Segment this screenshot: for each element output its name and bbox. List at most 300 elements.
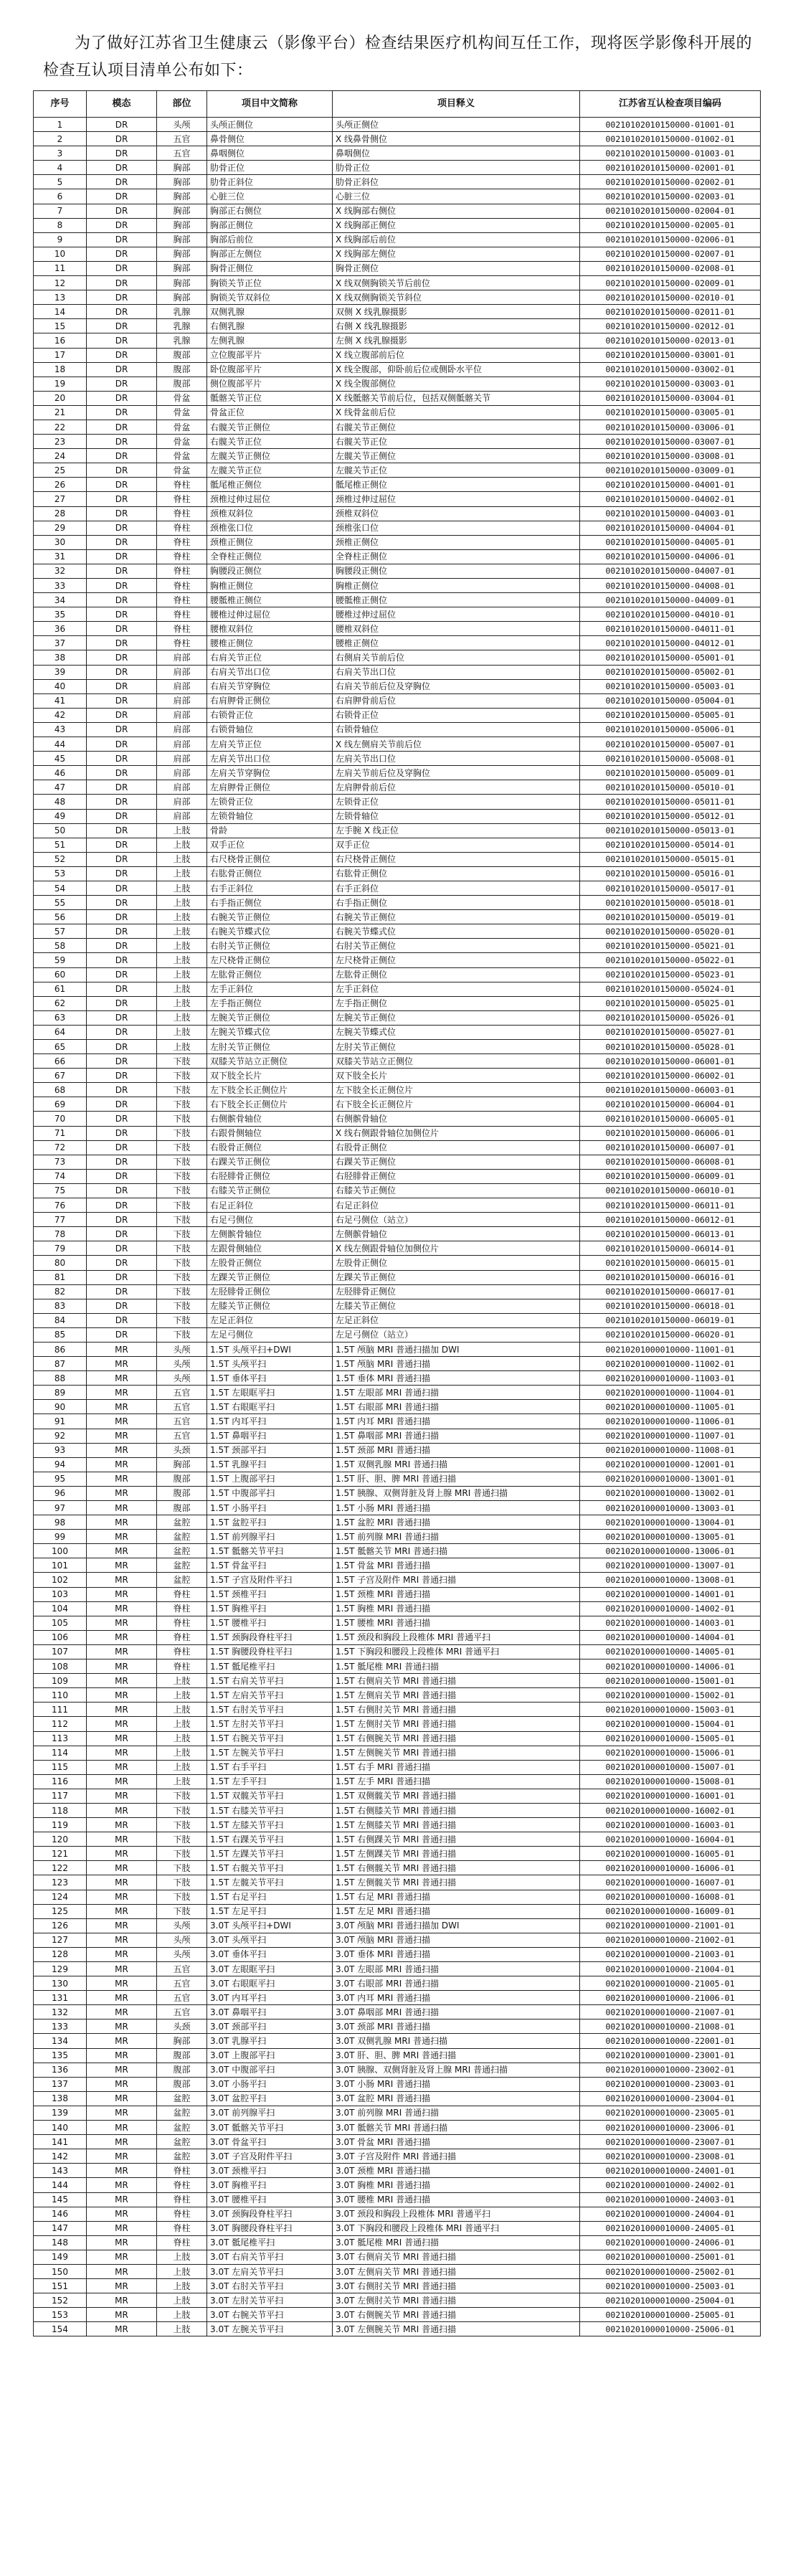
cell-modality: MR (87, 2279, 157, 2293)
cell-short-name: 骶髂关节正位 (207, 391, 333, 405)
cell-code: 00210201000010000-24001-01 (580, 2164, 761, 2178)
cell-short-name: 1.5T 头颅平扫+DWI (207, 1342, 333, 1356)
cell-code: 00210201000010000-16003-01 (580, 1818, 761, 1832)
cell-definition: X 线胸部右侧位 (333, 204, 580, 218)
cell-short-name: 右腕关节蝶式位 (207, 924, 333, 939)
table-row (34, 924, 761, 939)
cell-no: 119 (34, 1818, 87, 1832)
cell-body-part: 肩部 (157, 679, 207, 693)
cell-code: 00210102010150000-06012-01 (580, 1213, 761, 1227)
cell-body-part: 下肢 (157, 1270, 207, 1284)
cell-modality: MR (87, 2135, 157, 2149)
cell-modality: MR (87, 2005, 157, 2019)
cell-no: 17 (34, 348, 87, 362)
cell-short-name: 3.0T 内耳平扫 (207, 1991, 333, 2005)
cell-no: 82 (34, 1284, 87, 1299)
cell-short-name: 双下肢全长片 (207, 1069, 333, 1083)
cell-definition: 骶尾椎正侧位 (333, 478, 580, 492)
cell-body-part: 盆腔 (157, 1544, 207, 1558)
cell-modality: MR (87, 1674, 157, 1688)
table-row (34, 1327, 761, 1342)
cell-definition: 3.0T 右眼部 MRI 普通扫描 (333, 1976, 580, 1991)
cell-code: 00210102010150000-06004-01 (580, 1097, 761, 1112)
cell-modality: MR (87, 1731, 157, 1746)
table-row (34, 1976, 761, 1991)
table-row (34, 1933, 761, 1947)
cell-modality: DR (87, 189, 157, 204)
cell-body-part: 骨盆 (157, 420, 207, 434)
cell-code: 00210102010150000-05015-01 (580, 852, 761, 866)
cell-no: 148 (34, 2235, 87, 2250)
cell-no: 73 (34, 1155, 87, 1169)
cell-modality: MR (87, 1515, 157, 1530)
cell-short-name: 3.0T 胸椎平扫 (207, 2178, 333, 2192)
cell-body-part: 上肢 (157, 866, 207, 881)
cell-code: 00210102010150000-01001-01 (580, 118, 761, 132)
cell-modality: MR (87, 1803, 157, 1817)
cell-no: 101 (34, 1558, 87, 1573)
cell-body-part: 下肢 (157, 1097, 207, 1112)
cell-definition: 颈椎过伸过屈位 (333, 492, 580, 506)
cell-definition: 1.5T 右侧腕关节 MRI 普通扫描 (333, 1731, 580, 1746)
cell-body-part: 盆腔 (157, 1558, 207, 1573)
cell-body-part: 五官 (157, 132, 207, 146)
cell-definition: 右腕关节蝶式位 (333, 924, 580, 939)
cell-definition: 3.0T 子宫及附件 MRI 普通扫描 (333, 2149, 580, 2164)
cell-definition: 右足正斜位 (333, 1198, 580, 1213)
cell-body-part: 脊柱 (157, 1644, 207, 1659)
cell-definition: 1.5T 骶尾椎 MRI 普通扫描 (333, 1659, 580, 1674)
table-row (34, 881, 761, 895)
cell-code: 00210102010150000-03007-01 (580, 435, 761, 449)
cell-definition: 1.5T 鼻咽部 MRI 普通扫描 (333, 1429, 580, 1443)
cell-short-name: 左侧髌骨轴位 (207, 1227, 333, 1241)
cell-no: 63 (34, 1010, 87, 1025)
cell-modality: DR (87, 362, 157, 377)
cell-modality: DR (87, 204, 157, 218)
cell-short-name: 右踝关节正侧位 (207, 1155, 333, 1169)
cell-short-name: 左锁骨轴位 (207, 809, 333, 823)
cell-code: 00210102010150000-02004-01 (580, 204, 761, 218)
cell-code: 00210102010150000-05007-01 (580, 737, 761, 752)
table-body (34, 118, 761, 2336)
cell-no: 32 (34, 564, 87, 578)
cell-body-part: 脊柱 (157, 1587, 207, 1601)
cell-body-part: 上肢 (157, 2279, 207, 2293)
cell-short-name: 1.5T 左膝关节平扫 (207, 1818, 333, 1832)
cell-code: 00210201000010000-16006-01 (580, 1861, 761, 1875)
cell-no: 152 (34, 2293, 87, 2308)
cell-short-name: 左腕关节正侧位 (207, 1010, 333, 1025)
cell-short-name: 双手正位 (207, 838, 333, 852)
cell-body-part: 胸部 (157, 189, 207, 204)
cell-body-part: 胸部 (157, 204, 207, 218)
cell-code: 00210201000010000-14005-01 (580, 1644, 761, 1659)
cell-no: 24 (34, 449, 87, 463)
cell-definition: X 线胸部正侧位 (333, 218, 580, 232)
cell-body-part: 上肢 (157, 1688, 207, 1703)
table-row (34, 693, 761, 708)
cell-no: 23 (34, 435, 87, 449)
cell-body-part: 肩部 (157, 650, 207, 665)
cell-short-name: 右膝关节正侧位 (207, 1183, 333, 1198)
table-row (34, 1155, 761, 1169)
cell-code: 00210201000010000-23004-01 (580, 2091, 761, 2106)
cell-modality: DR (87, 1112, 157, 1126)
table-row (34, 866, 761, 881)
table-row (34, 1947, 761, 1961)
table-row (34, 377, 761, 391)
cell-definition: 1.5T 子宫及附件 MRI 普通扫描 (333, 1573, 580, 1587)
cell-body-part: 脊柱 (157, 622, 207, 636)
cell-modality: DR (87, 967, 157, 982)
cell-code: 00210102010150000-05025-01 (580, 996, 761, 1010)
table-row (34, 1198, 761, 1213)
cell-modality: DR (87, 449, 157, 463)
cell-no: 71 (34, 1126, 87, 1140)
cell-no: 123 (34, 1875, 87, 1890)
cell-body-part: 下肢 (157, 1112, 207, 1126)
cell-short-name: 3.0T 骨盆平扫 (207, 2135, 333, 2149)
cell-modality: MR (87, 1616, 157, 1630)
cell-modality: DR (87, 838, 157, 852)
cell-body-part: 乳腺 (157, 305, 207, 319)
cell-code: 00210201000010000-16001-01 (580, 1789, 761, 1803)
cell-body-part: 腹部 (157, 1472, 207, 1486)
cell-code: 00210102010150000-02001-01 (580, 161, 761, 175)
cell-no: 126 (34, 1918, 87, 1933)
cell-body-part: 头颅 (157, 118, 207, 132)
cell-no: 131 (34, 1991, 87, 2005)
cell-code: 00210102010150000-05014-01 (580, 838, 761, 852)
cell-definition: 1.5T 右侧肩关节 MRI 普通扫描 (333, 1674, 580, 1688)
cell-modality: MR (87, 1861, 157, 1875)
table-row (34, 823, 761, 838)
cell-definition: 1.5T 右侧髋关节 MRI 普通扫描 (333, 1861, 580, 1875)
cell-definition: 1.5T 肝、胆、脾 MRI 普通扫描 (333, 1472, 580, 1486)
cell-modality: MR (87, 1890, 157, 1904)
cell-modality: MR (87, 1789, 157, 1803)
cell-no: 42 (34, 708, 87, 722)
cell-definition: 左尺桡骨正侧位 (333, 953, 580, 967)
cell-short-name: 左肩关节穿胸位 (207, 766, 333, 780)
cell-definition: 3.0T 胸椎 MRI 普通扫描 (333, 2178, 580, 2192)
cell-modality: DR (87, 996, 157, 1010)
table-row (34, 838, 761, 852)
table-row (34, 1097, 761, 1112)
cell-modality: DR (87, 809, 157, 823)
table-row (34, 1544, 761, 1558)
cell-body-part: 脊柱 (157, 1616, 207, 1630)
cell-code: 00210102010150000-05024-01 (580, 982, 761, 996)
cell-code: 00210201000010000-16005-01 (580, 1847, 761, 1861)
cell-short-name: 1.5T 乳腺平扫 (207, 1457, 333, 1472)
cell-short-name: 1.5T 左肩关节平扫 (207, 1688, 333, 1703)
cell-no: 28 (34, 506, 87, 521)
cell-definition: 双下肢全长片 (333, 1069, 580, 1083)
table-row (34, 420, 761, 434)
table-row (34, 1789, 761, 1803)
table-row (34, 852, 761, 866)
cell-definition: 左锁骨正位 (333, 795, 580, 809)
cell-modality: DR (87, 247, 157, 261)
cell-definition: 1.5T 左侧髋关节 MRI 普通扫描 (333, 1875, 580, 1890)
cell-code: 00210201000010000-16002-01 (580, 1803, 761, 1817)
cell-code: 00210201000010000-21007-01 (580, 2005, 761, 2019)
table-row (34, 463, 761, 478)
cell-code: 00210102010150000-03005-01 (580, 405, 761, 420)
cell-modality: DR (87, 1040, 157, 1054)
cell-short-name: 1.5T 垂体平扫 (207, 1371, 333, 1386)
cell-definition: 1.5T 颈段和胸段上段椎体 MRI 普通平扫 (333, 1630, 580, 1644)
cell-no: 30 (34, 535, 87, 549)
cell-modality: MR (87, 1573, 157, 1587)
cell-modality: DR (87, 478, 157, 492)
cell-no: 154 (34, 2322, 87, 2336)
cell-definition: 双膝关节站立正侧位 (333, 1054, 580, 1069)
table-row (34, 795, 761, 809)
cell-modality: DR (87, 521, 157, 535)
cell-no: 69 (34, 1097, 87, 1112)
cell-code: 00210102010150000-06013-01 (580, 1227, 761, 1241)
cell-modality: DR (87, 693, 157, 708)
cell-no: 36 (34, 622, 87, 636)
cell-short-name: 左尺桡骨正侧位 (207, 953, 333, 967)
cell-no: 39 (34, 665, 87, 679)
cell-no: 6 (34, 189, 87, 204)
cell-short-name: 1.5T 左髋关节平扫 (207, 1875, 333, 1890)
cell-short-name: 左跟骨侧轴位 (207, 1241, 333, 1256)
cell-body-part: 下肢 (157, 1155, 207, 1169)
cell-modality: DR (87, 218, 157, 232)
cell-definition: 3.0T 鼻咽部 MRI 普通扫描 (333, 2005, 580, 2019)
cell-no: 139 (34, 2106, 87, 2120)
cell-modality: MR (87, 2293, 157, 2308)
table-row (34, 1644, 761, 1659)
table-row (34, 1616, 761, 1630)
cell-modality: DR (87, 261, 157, 275)
cell-no: 113 (34, 1731, 87, 1746)
cell-body-part: 上肢 (157, 881, 207, 895)
cell-no: 80 (34, 1256, 87, 1270)
cell-no: 76 (34, 1198, 87, 1213)
table-row (34, 362, 761, 377)
cell-short-name: 右足正斜位 (207, 1198, 333, 1213)
cell-short-name: 右肩胛骨正侧位 (207, 693, 333, 708)
cell-body-part: 下肢 (157, 1083, 207, 1097)
cell-code: 00210102010150000-06001-01 (580, 1054, 761, 1069)
cell-no: 75 (34, 1183, 87, 1198)
cell-no: 79 (34, 1241, 87, 1256)
cell-definition: 左手正斜位 (333, 982, 580, 996)
cell-no: 106 (34, 1630, 87, 1644)
table-row (34, 1717, 761, 1731)
cell-body-part: 下肢 (157, 1904, 207, 1918)
cell-short-name: 右胫腓骨正侧位 (207, 1169, 333, 1183)
cell-modality: MR (87, 2121, 157, 2135)
cell-definition: 腰椎过伸过屈位 (333, 607, 580, 622)
cell-body-part: 肩部 (157, 795, 207, 809)
cell-short-name: 鼻骨侧位 (207, 132, 333, 146)
cell-short-name: 1.5T 头颅平扫 (207, 1357, 333, 1371)
cell-code: 00210102010150000-06002-01 (580, 1069, 761, 1083)
cell-definition: 右肩关节出口位 (333, 665, 580, 679)
cell-body-part: 下肢 (157, 1847, 207, 1861)
cell-code: 00210102010150000-02005-01 (580, 218, 761, 232)
cell-no: 140 (34, 2121, 87, 2135)
cell-modality: MR (87, 2221, 157, 2235)
table-row (34, 780, 761, 795)
table-row (34, 1299, 761, 1313)
cell-modality: MR (87, 1587, 157, 1601)
cell-definition: 右腕关节正侧位 (333, 910, 580, 924)
cell-code: 00210102010150000-05009-01 (580, 766, 761, 780)
cell-definition: 右侧 X 线乳腺摄影 (333, 319, 580, 333)
table-row (34, 2235, 761, 2250)
cell-short-name: 3.0T 右肩关节平扫 (207, 2250, 333, 2264)
cell-code: 00210201000010000-11006-01 (580, 1414, 761, 1429)
cell-modality: MR (87, 1818, 157, 1832)
cell-definition: 1.5T 左侧腕关节 MRI 普通扫描 (333, 1746, 580, 1760)
cell-short-name: 胸骨正侧位 (207, 261, 333, 275)
cell-definition: 右手正斜位 (333, 881, 580, 895)
cell-body-part: 脊柱 (157, 2178, 207, 2192)
cell-body-part: 上肢 (157, 2250, 207, 2264)
cell-modality: MR (87, 1457, 157, 1472)
cell-body-part: 上肢 (157, 939, 207, 953)
cell-code: 00210102010150000-05017-01 (580, 881, 761, 895)
table-row (34, 2293, 761, 2308)
cell-definition: 3.0T 右侧腕关节 MRI 普通扫描 (333, 2308, 580, 2322)
table-row (34, 1371, 761, 1386)
cell-body-part: 脊柱 (157, 1630, 207, 1644)
table-row (34, 276, 761, 290)
cell-code: 00210102010150000-03009-01 (580, 463, 761, 478)
cell-code: 00210102010150000-05028-01 (580, 1040, 761, 1054)
table-row (34, 1530, 761, 1544)
cell-modality: MR (87, 1400, 157, 1414)
cell-short-name: 侧位腹部平片 (207, 377, 333, 391)
cell-no: 153 (34, 2308, 87, 2322)
cell-modality: DR (87, 146, 157, 161)
cell-definition: X 线鼻骨侧位 (333, 132, 580, 146)
cell-modality: MR (87, 1717, 157, 1731)
cell-no: 14 (34, 305, 87, 319)
cell-definition: 3.0T 颈椎 MRI 普通扫描 (333, 2164, 580, 2178)
cell-code: 00210102010150000-06018-01 (580, 1299, 761, 1313)
cell-no: 134 (34, 2034, 87, 2048)
cell-definition: 胸骨正侧位 (333, 261, 580, 275)
cell-definition: 双手正位 (333, 838, 580, 852)
cell-code: 00210102010150000-04008-01 (580, 579, 761, 593)
cell-definition: 肋骨正斜位 (333, 175, 580, 189)
table-row (34, 1991, 761, 2005)
cell-no: 127 (34, 1933, 87, 1947)
cell-definition: 1.5T 右足 MRI 普通扫描 (333, 1890, 580, 1904)
cell-definition: 右髋关节正侧位 (333, 420, 580, 434)
cell-modality: DR (87, 593, 157, 607)
cell-no: 128 (34, 1947, 87, 1961)
cell-modality: MR (87, 2207, 157, 2221)
table-row (34, 2121, 761, 2135)
cell-modality: DR (87, 780, 157, 795)
cell-definition: 3.0T 双侧乳腺 MRI 普通扫描 (333, 2034, 580, 2048)
cell-short-name: 1.5T 右足平扫 (207, 1890, 333, 1904)
cell-code: 00210102010150000-06015-01 (580, 1256, 761, 1270)
cell-modality: MR (87, 1371, 157, 1386)
table-row (34, 1587, 761, 1601)
cell-short-name: 全脊柱正侧位 (207, 549, 333, 564)
cell-short-name: 1.5T 骶髂关节平扫 (207, 1544, 333, 1558)
cell-definition: X 线立腹部前后位 (333, 348, 580, 362)
cell-body-part: 乳腺 (157, 319, 207, 333)
cell-code: 00210102010150000-04011-01 (580, 622, 761, 636)
cell-body-part: 下肢 (157, 1126, 207, 1140)
table-row (34, 1169, 761, 1183)
cell-modality: MR (87, 1644, 157, 1659)
cell-no: 64 (34, 1025, 87, 1039)
cell-short-name: 骨龄 (207, 823, 333, 838)
cell-definition: 3.0T 左眼部 MRI 普通扫描 (333, 1962, 580, 1976)
cell-code: 00210102010150000-05027-01 (580, 1025, 761, 1039)
cell-definition: 右肩胛骨前后位 (333, 693, 580, 708)
cell-short-name: 腰椎正侧位 (207, 636, 333, 650)
table-row (34, 1847, 761, 1861)
cell-body-part: 头颅 (157, 1947, 207, 1961)
cell-no: 110 (34, 1688, 87, 1703)
cell-modality: MR (87, 1601, 157, 1616)
cell-definition: 右膝关节正侧位 (333, 1183, 580, 1198)
table-row (34, 1486, 761, 1500)
cell-body-part: 下肢 (157, 1327, 207, 1342)
cell-definition: 右手指正侧位 (333, 896, 580, 910)
cell-no: 4 (34, 161, 87, 175)
cell-code: 00210201000010000-15001-01 (580, 1674, 761, 1688)
cell-code: 00210201000010000-11001-01 (580, 1342, 761, 1356)
table-row (34, 1904, 761, 1918)
cell-modality: DR (87, 333, 157, 348)
cell-definition: 1.5T 腰椎 MRI 普通扫描 (333, 1616, 580, 1630)
cell-code: 00210102010150000-05006-01 (580, 722, 761, 737)
table-row (34, 189, 761, 204)
table-row (34, 1083, 761, 1097)
cell-short-name: 右髋关节正位 (207, 435, 333, 449)
cell-body-part: 上肢 (157, 982, 207, 996)
cell-definition: 3.0T 骨盆 MRI 普通扫描 (333, 2135, 580, 2149)
cell-short-name: 胸腰段正侧位 (207, 564, 333, 578)
cell-definition: 3.0T 颅脑 MRI 普通扫描加 DWI (333, 1918, 580, 1933)
cell-body-part: 头颈 (157, 2019, 207, 2034)
table-row (34, 982, 761, 996)
cell-body-part: 上肢 (157, 1010, 207, 1025)
cell-no: 147 (34, 2221, 87, 2235)
table-row (34, 1112, 761, 1126)
cell-modality: DR (87, 622, 157, 636)
table-row (34, 305, 761, 319)
cell-code: 00210102010150000-04003-01 (580, 506, 761, 521)
cell-short-name: 左肱骨正侧位 (207, 967, 333, 982)
cell-short-name: 3.0T 右腕关节平扫 (207, 2308, 333, 2322)
cell-code: 00210102010150000-04001-01 (580, 478, 761, 492)
table-row (34, 579, 761, 593)
cell-no: 21 (34, 405, 87, 420)
cell-body-part: 脊柱 (157, 1659, 207, 1674)
cell-no: 60 (34, 967, 87, 982)
cell-body-part: 上肢 (157, 996, 207, 1010)
table-row (34, 1558, 761, 1573)
cell-no: 146 (34, 2207, 87, 2221)
cell-definition: 左侧髌骨轴位 (333, 1227, 580, 1241)
